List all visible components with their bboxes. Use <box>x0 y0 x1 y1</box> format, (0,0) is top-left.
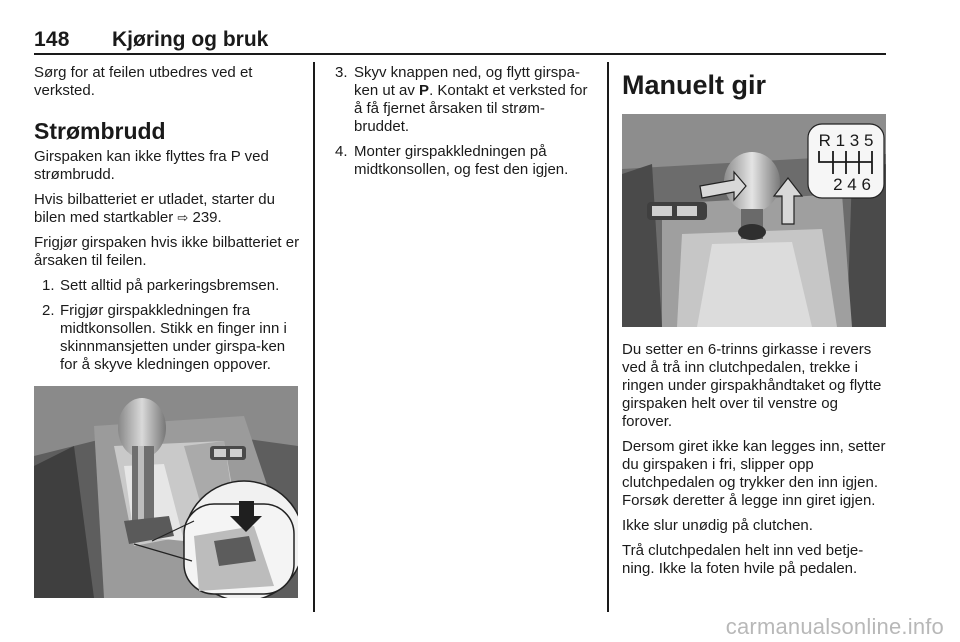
paragraph-clutch-slip: Ikke slur unødig på clutchen. <box>622 517 813 534</box>
paragraph-clutch-pedal: Trå clutchpedalen helt inn ved betje-ning. Ikke la foten hvile på pedalen. <box>622 542 864 577</box>
steps-list-left <box>34 277 302 374</box>
step-text: Sett alltid på parkeringsbremsen. <box>60 277 280 294</box>
jump-start-text: Hvis bilbatteriet er utladet, starter du bilen med startkabler <box>34 191 275 226</box>
step-number: 3. <box>335 64 348 81</box>
step-text: Monter girspakkledningen på midtkonsollen, og fest den igjen. <box>354 143 569 178</box>
list-item <box>34 277 302 295</box>
column-divider-left <box>313 62 315 612</box>
list-item <box>34 302 302 374</box>
gear-pattern-bottom-label: 2 4 6 <box>833 175 871 194</box>
column-divider-right <box>607 62 609 612</box>
gear-pattern-top-label: R 1 3 5 <box>818 131 874 150</box>
paragraph-lever-locked <box>34 148 302 184</box>
step-number: 2. <box>42 302 55 319</box>
list-item <box>327 143 595 179</box>
paragraph-release-lever: Frigjør girspaken hvis ikke bilbatteriet er årsaken til feilen. <box>34 234 300 269</box>
page-title: Kjøring og bruk <box>112 28 269 51</box>
column-left <box>34 64 302 598</box>
page-number: 148 <box>34 28 70 51</box>
steps-list-middle <box>327 64 595 179</box>
illustration-manual-gear-lever <box>622 114 886 327</box>
step-text-part: Skyv knappen ned, og flytt girspa-ken ut av <box>354 64 580 99</box>
step-number: 1. <box>42 277 55 294</box>
column-middle <box>327 64 595 187</box>
section-heading-manual-gear: Manuelt gir <box>622 70 767 100</box>
paragraph-jump-start <box>34 191 302 227</box>
watermark: carmanualsonline.info <box>725 614 944 639</box>
page-reference-link[interactable]: 239. <box>192 209 222 226</box>
gear-position-p: P <box>419 82 430 99</box>
paragraph-reverse-gear: Du setter en 6-trinns girkasse i revers ved å trå inn clutchpedalen, trekke i ringen under girspakhåndtaket og flytte girspaken helt over til venstre og forover. <box>622 341 882 430</box>
step-number: 4. <box>335 143 348 160</box>
column-right <box>622 64 890 585</box>
list-item <box>327 64 595 136</box>
section-heading-power-failure: Strømbrudd <box>34 118 166 144</box>
page-reference-arrow-icon: ⇨ <box>177 210 189 225</box>
paragraph-gear-not-engaging: Dersom giret ikke kan legges inn, setter du girspaken i fri, slipper opp clutchpedalen og trykker den inn igjen. Forsøk deretter å legge inn giret igjen. <box>622 438 886 509</box>
illustration-automatic-gear-lever <box>34 386 298 598</box>
step-text-part: . Kontakt et verksted for å få fjernet årsaken til strøm-bruddet. <box>354 82 588 135</box>
step-text: Frigjør girspakkledningen fra midtkonsollen. Stikk en finger inn i skinnmansjetten under girspa-ken for å skyve kledningen oppover. <box>60 302 287 373</box>
paragraph-lever-locked-text: Girspaken kan ikke flyttes fra P ved strømbrudd. <box>34 148 269 183</box>
header-rule <box>34 53 886 55</box>
intro-paragraph: Sørg for at feilen utbedres ved et verksted. <box>34 64 253 99</box>
